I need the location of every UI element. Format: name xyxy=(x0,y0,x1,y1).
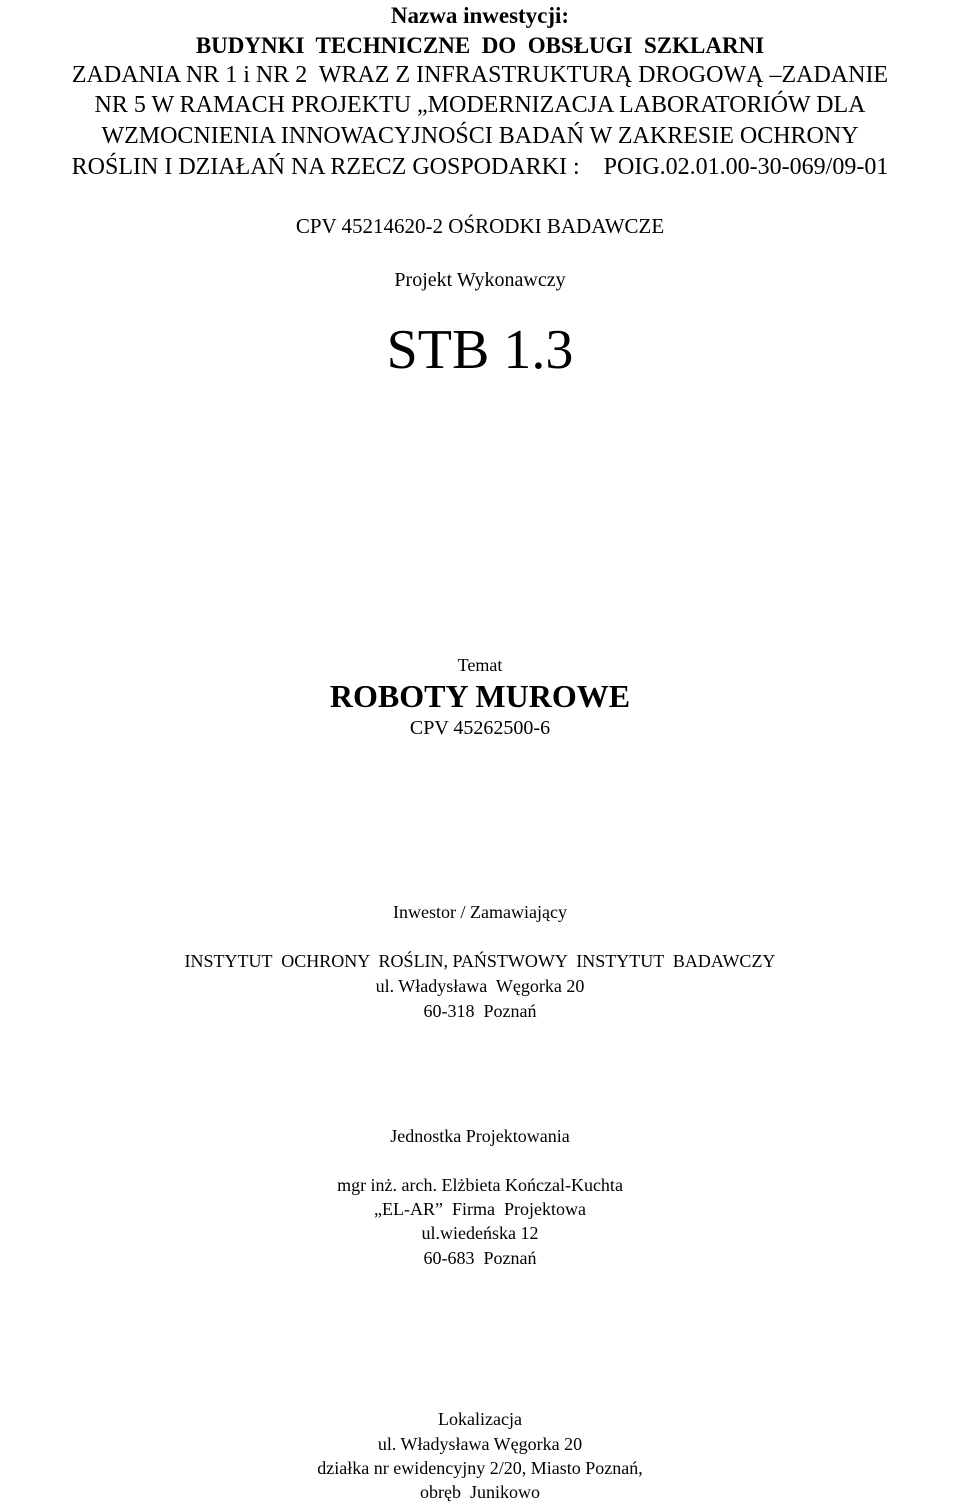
location-street: ul. Władysława Węgorka 20 xyxy=(377,1434,583,1454)
investment-line: WZMOCNIENIA INNOWACYJNOŚCI BADAŃ W ZAKRESIE OCHRONY xyxy=(101,123,859,149)
designer-name: mgr inż. arch. Elżbieta Kończal-Kuchta xyxy=(337,1175,623,1195)
investor-label: Inwestor / Zamawiający xyxy=(393,902,567,922)
investor-street: ul. Władysława Węgorka 20 xyxy=(375,976,585,996)
design-city: 60-683 Poznań xyxy=(423,1248,537,1268)
topic-title: ROBOTY MUROWE xyxy=(329,678,631,714)
investment-label: Nazwa inwestycji: xyxy=(390,3,570,28)
topic-label: Temat xyxy=(457,655,503,675)
location-plot: działka nr ewidencyjny 2/20, Miasto Poznań, xyxy=(317,1458,643,1478)
project-code: STB 1.3 xyxy=(386,319,574,381)
topic-cpv: CPV 45262500-6 xyxy=(409,717,551,739)
cpv-main: CPV 45214620-2 OŚRODKI BADAWCZE xyxy=(295,214,665,238)
investor-city: 60-318 Poznań xyxy=(423,1001,537,1021)
design-street: ul.wiedeńska 12 xyxy=(421,1223,539,1243)
location-label: Lokalizacja xyxy=(438,1409,522,1429)
design-firm: „EL-AR” Firma Projektowa xyxy=(374,1199,586,1219)
location-precinct: obręb Junikowo xyxy=(420,1482,540,1502)
project-type: Projekt Wykonawczy xyxy=(394,269,566,291)
investment-line: NR 5 W RAMACH PROJEKTU „MODERNIZACJA LABORATORIÓW DLA xyxy=(94,92,866,118)
design-unit-label: Jednostka Projektowania xyxy=(390,1126,570,1146)
investment-line: BUDYNKI TECHNICZNE DO OBSŁUGI SZKLARNI xyxy=(195,33,765,58)
investment-line: ZADANIA NR 1 i NR 2 WRAZ Z INFRASTRUKTURĄ DROGOWĄ –ZADANIE xyxy=(71,62,889,88)
investor-name: INSTYTUT OCHRONY ROŚLIN, PAŃSTWOWY INSTYTUT BADAWCZY xyxy=(184,951,776,971)
investment-line: ROŚLIN I DZIAŁAŃ NA RZECZ GOSPODARKI : POIG.02.01.00-30-069/09-01 xyxy=(71,154,889,180)
